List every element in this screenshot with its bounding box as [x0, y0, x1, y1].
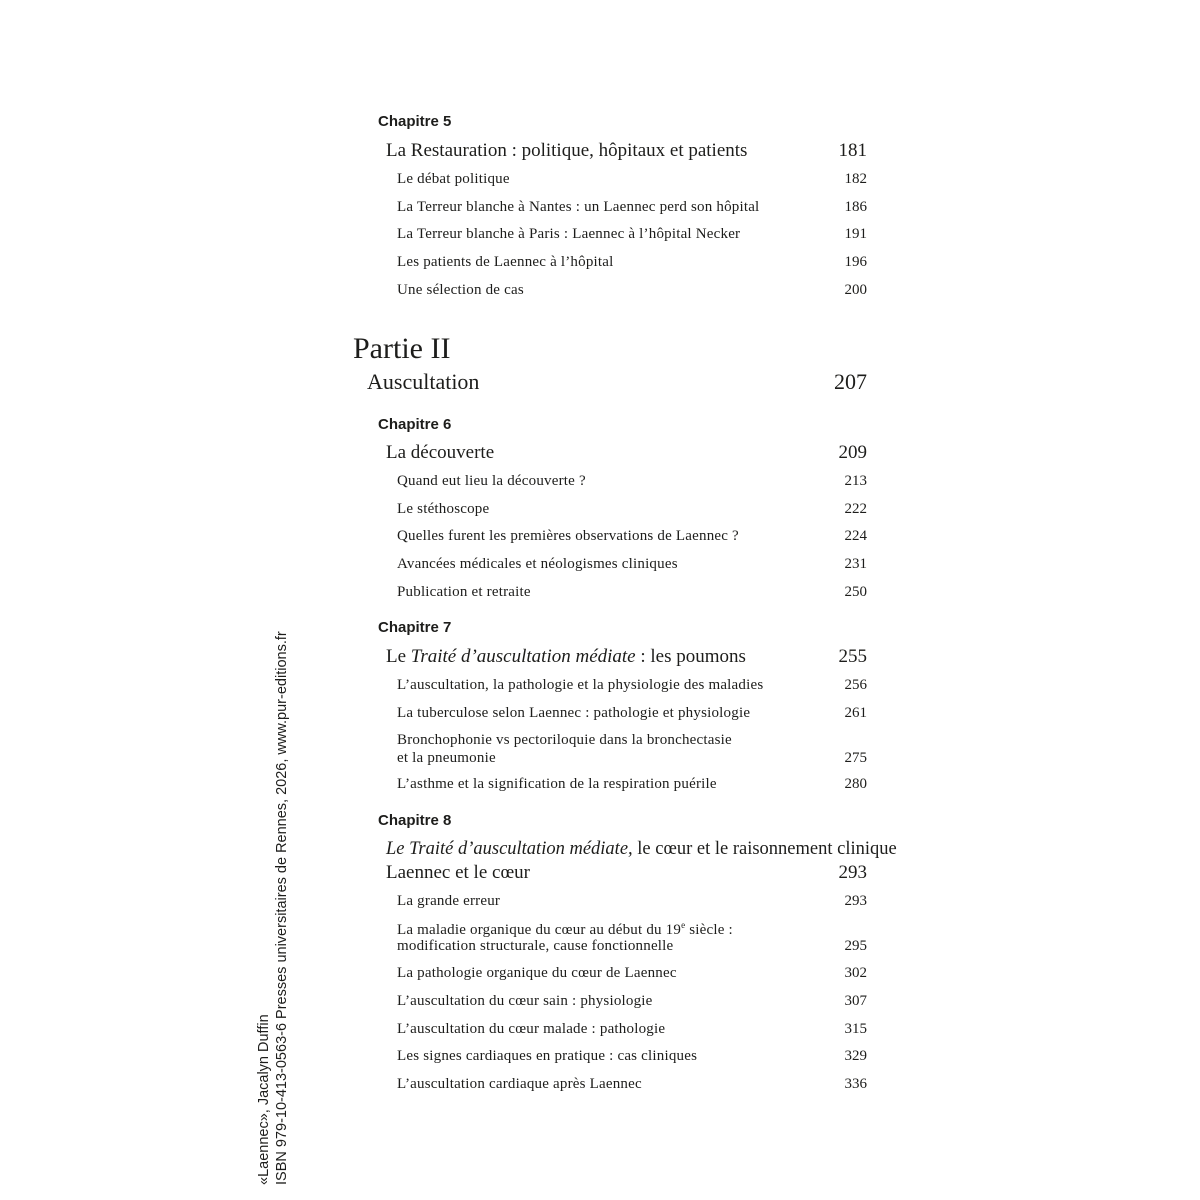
chapter-label: Chapitre 5 [378, 113, 452, 130]
section-title-line: Bronchophonie vs pectoriloquie dans la bronchectasie [397, 732, 732, 748]
superscript: e [681, 920, 686, 930]
page-number: 256 [844, 677, 867, 693]
section-title: La Terreur blanche à Nantes : un Laennec perd son hôpital [397, 199, 760, 215]
page-number: 280 [844, 776, 867, 792]
section-title: Les patients de Laennec à l’hôpital [397, 254, 614, 270]
section-title: La pathologie organique du cœur de Laennec [397, 965, 677, 981]
section-title: L’auscultation du cœur malade : pathologie [397, 1021, 666, 1037]
chapter-title: La Restauration : politique, hôpitaux et patients [386, 140, 748, 161]
section-title: L’asthme et la signification de la respiration puérile [397, 776, 717, 792]
chapter-label: Chapitre 8 [378, 812, 452, 829]
page-number: 315 [844, 1021, 867, 1037]
page-number: 293 [844, 893, 867, 909]
section-title-line [397, 920, 733, 939]
chapter-title [386, 646, 746, 668]
page-number: 329 [844, 1048, 867, 1064]
section-title: Le débat politique [397, 171, 510, 187]
section-title: Les signes cardiaques en pratique : cas cliniques [397, 1048, 698, 1064]
section-title: La tuberculose selon Laennec : pathologie et physiologie [397, 705, 751, 721]
page-number: 307 [844, 993, 867, 1009]
page-number: 250 [844, 584, 867, 600]
page-number: 200 [844, 282, 867, 298]
copyright-line: ISBN 979-10-413-0563-6 Presses universitaires de Rennes, 2026, www.pur-editions.fr [274, 631, 290, 1185]
page-number: 295 [844, 938, 867, 954]
section-title-line: et la pneumonie [397, 750, 496, 766]
section-title-part: La maladie organique du cœur au début du 19 [397, 922, 682, 938]
chapter-label: Chapitre 6 [378, 416, 452, 433]
page-number: 213 [844, 473, 867, 489]
chapter-title-prefix: Le [386, 646, 411, 667]
section-title: Avancées médicales et néologismes cliniques [397, 556, 678, 572]
chapter-title-rest: le cœur et le raisonnement clinique [632, 839, 897, 859]
section-title: Une sélection de cas [397, 282, 524, 298]
chapter-title-suffix: : les poumons [635, 646, 746, 667]
page-number: 181 [838, 140, 867, 161]
page-number: 293 [838, 862, 867, 883]
section-title-part: siècle : [685, 922, 733, 938]
section-title: La Terreur blanche à Paris : Laennec à l’hôpital Necker [397, 226, 741, 242]
copyright-notice [255, 631, 291, 1185]
section-title: L’auscultation, la pathologie et la physiologie des maladies [397, 677, 764, 693]
page-number: 231 [844, 556, 867, 572]
part-label: Partie II [353, 332, 451, 365]
page-number: 209 [838, 442, 867, 463]
section-title: Publication et retraite [397, 584, 531, 600]
page-number: 336 [844, 1076, 867, 1092]
page-number: 196 [844, 254, 867, 270]
page-number: 302 [844, 965, 867, 981]
section-title-line: modification structurale, cause fonctionnelle [397, 938, 674, 954]
page-number: 186 [844, 199, 867, 215]
page-number: 275 [844, 750, 867, 766]
page-number: 222 [844, 501, 867, 517]
copyright-line: «Laennec», Jacalyn Duffin [256, 1014, 272, 1185]
chapter-title: La découverte [386, 442, 495, 463]
page-number: 261 [844, 705, 867, 721]
section-title: Quand eut lieu la découverte ? [397, 473, 586, 489]
page-number: 191 [844, 226, 867, 242]
page-number: 224 [844, 528, 867, 544]
section-title: Le stéthoscope [397, 501, 490, 517]
section-title: La grande erreur [397, 893, 501, 909]
part-title: Auscultation [367, 369, 480, 394]
page-number: 255 [838, 646, 867, 667]
section-title: Quelles furent les premières observations de Laennec ? [397, 528, 739, 544]
chapter-title [386, 839, 897, 860]
page-number: 182 [844, 171, 867, 187]
chapter-subtitle: Laennec et le cœur [386, 862, 530, 883]
chapter-label: Chapitre 7 [378, 619, 452, 636]
chapter-title-italic: Le Traité d’auscultation médiate, [386, 839, 633, 859]
chapter-title-italic: Traité d’auscultation médiate [410, 646, 636, 667]
section-title: L’auscultation du cœur sain : physiologie [397, 993, 653, 1009]
page-number: 207 [834, 369, 867, 394]
section-title: L’auscultation cardiaque après Laennec [397, 1076, 642, 1092]
